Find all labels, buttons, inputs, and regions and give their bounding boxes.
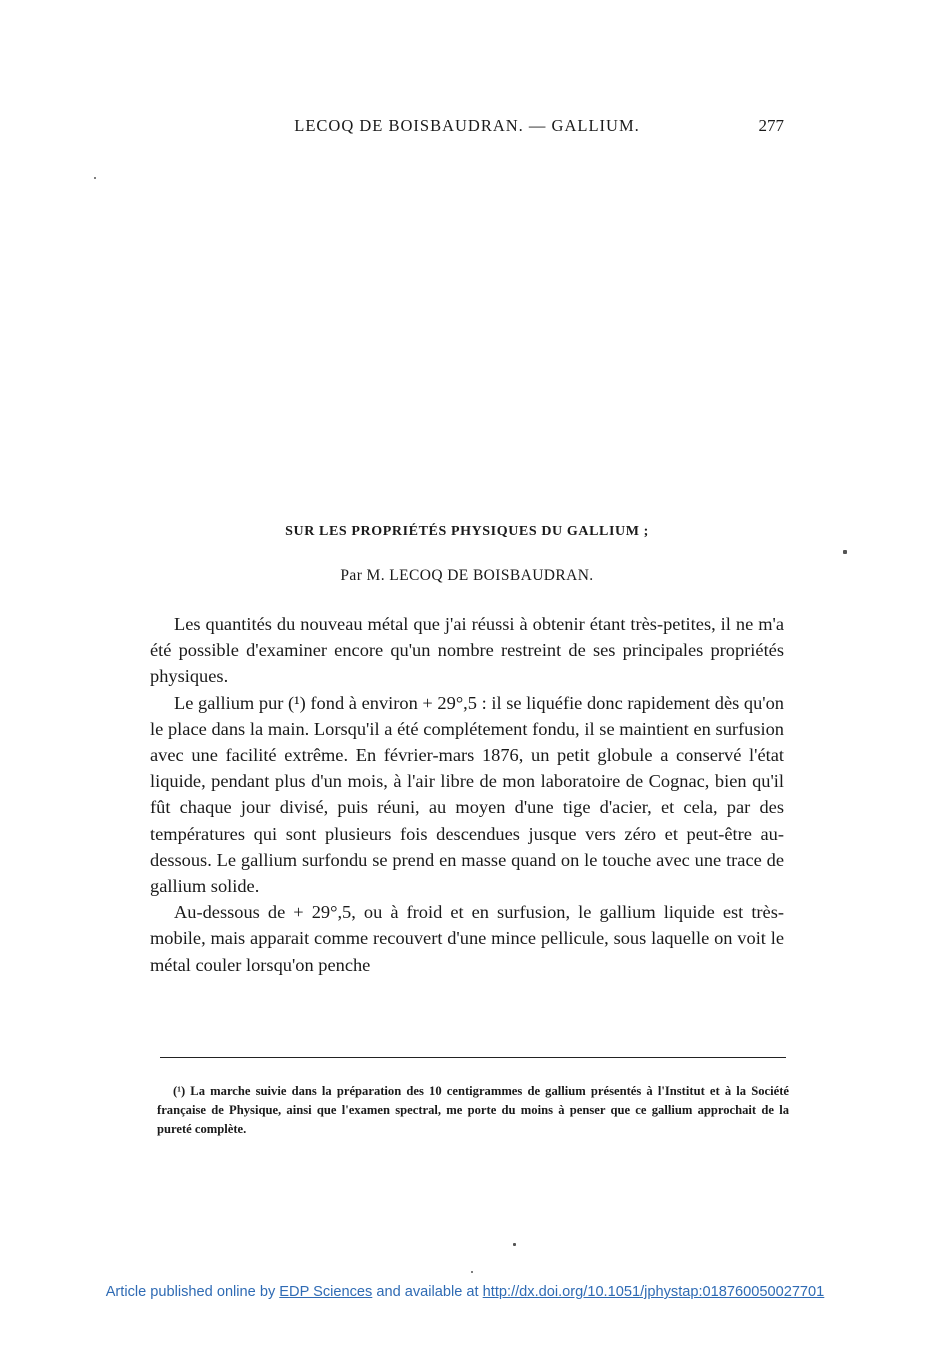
- article-byline: Par M. LECOQ DE BOISBAUDRAN.: [340, 567, 594, 584]
- scan-speck: [843, 550, 847, 554]
- article-body: [150, 611, 784, 978]
- scan-speck: [94, 177, 96, 179]
- paragraph: Les quantités du nouveau métal que j'ai réussi à obtenir étant très-petites, il ne m'a été possible d'examiner encore qu'un nombre restreint de ses principales propriétés physiques.: [150, 614, 784, 687]
- scan-speck: [471, 1271, 473, 1273]
- scan-speck: [513, 1243, 516, 1246]
- notice-middle: and available at: [372, 1284, 483, 1300]
- article-title: SUR LES PROPRIÉTÉS PHYSIQUES DU GALLIUM ;: [285, 524, 649, 539]
- publisher-link[interactable]: EDP Sciences: [279, 1284, 373, 1300]
- running-head: [150, 116, 784, 140]
- running-title: LECOQ DE BOISBAUDRAN. — GALLIUM.: [294, 116, 640, 135]
- paragraph: Au-dessous de + 29°,5, ou à froid et en surfusion, le gallium liquide est très-mobile, mais apparait comme recouvert d'une mince pellicule, sous laquelle on voit le métal couler lorsqu'on penche: [150, 902, 784, 975]
- publication-notice: [0, 1284, 930, 1300]
- footnote-divider: [160, 1057, 786, 1058]
- doi-link[interactable]: http://dx.doi.org/10.1051/jphystap:018760050027701: [482, 1284, 825, 1300]
- notice-prefix: Article published online by: [105, 1284, 280, 1300]
- page-number: 277: [758, 116, 784, 135]
- paragraph: Le gallium pur (¹) fond à environ + 29°,5 : il se liquéfie donc rapidement dès qu'on le place dans la main. Lorsqu'il a été complétement fondu, il se maintient en surfusion avec une facilité extrême. En février-mars 1876, un petit globule a conservé l'état liquide, pendant plus d'un mois, à l'air libre de mon laboratoire de Cognac, bien qu'il fût chaque jour divisé, puis réuni, au moyen d'une tige d'acier, et cela, par des températures qui sont plusieurs fois descendues jusque vers zéro et peut-être au-dessous. Le gallium surfondu se prend en masse quand on le touche avec une trace de gallium solide.: [150, 692, 784, 897]
- footnote: (¹) La marche suivie dans la préparation des 10 centigrammes de gallium présentés à l'Institut et à la Société française de Physique, ainsi que l'examen spectral, me porte du moins à penser que ce gallium approchait de la pureté complète.: [157, 1084, 789, 1136]
